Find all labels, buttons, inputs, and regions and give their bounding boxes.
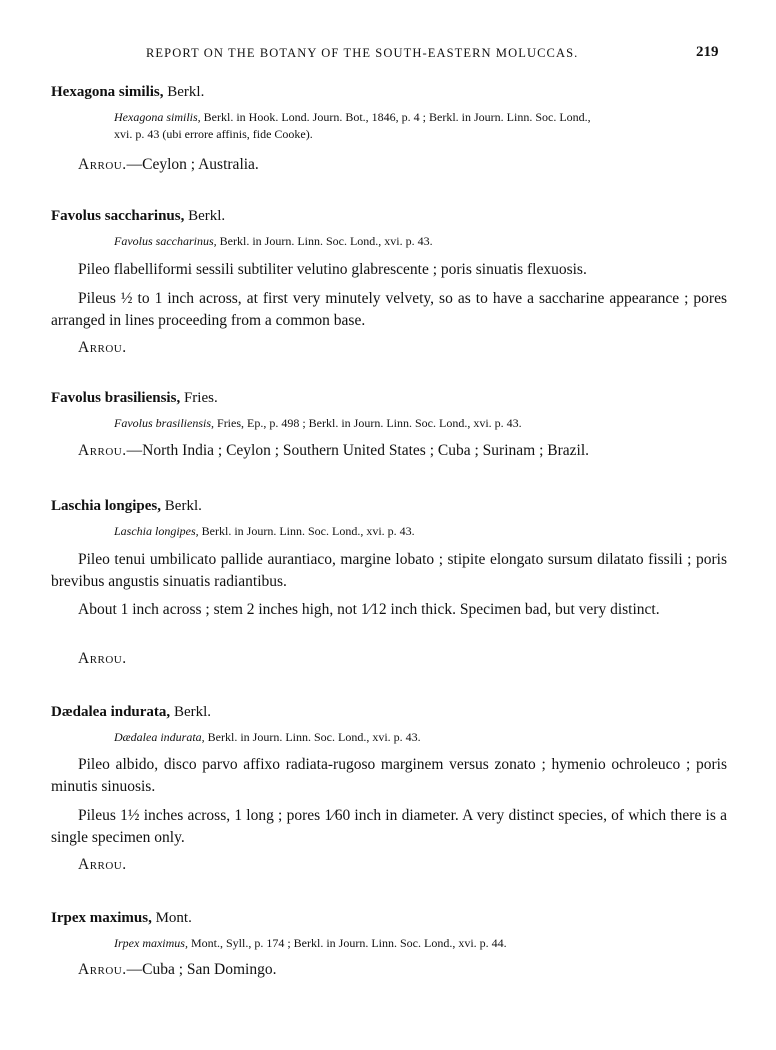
- latin-diagnosis: Pileo albido, disco parvo affixo radiata-rugoso marginem versus zonato ; hymenio ochroleuco ; poris minutis sinuosis.: [51, 756, 727, 795]
- locality: Arrou.: [78, 856, 127, 873]
- locality: Arrou.—Cuba ; San Domingo.: [78, 961, 277, 978]
- running-title: REPORT ON THE BOTANY OF THE SOUTH-EASTERN MOLUCCAS.: [146, 46, 579, 60]
- species-name: Favolus brasiliensis, Fries.: [51, 390, 218, 406]
- citation: Hexagona similis, Berkl. in Hook. Lond. Journ. Bot., 1846, p. 4 ; Berkl. in Journ. Linn. Soc. Lond., xvi. p. 43 (ubi errore affinis, fide Cooke).: [114, 110, 591, 141]
- species-name: Laschia longipes, Berkl.: [51, 498, 202, 514]
- citation: Favolus brasiliensis, Fries, Ep., p. 498 ; Berkl. in Journ. Linn. Soc. Lond., xvi. p. 43.: [114, 416, 522, 430]
- species-name: Dædalea indurata, Berkl.: [51, 704, 212, 720]
- citation: Dædalea indurata, Berkl. in Journ. Linn. Soc. Lond., xvi. p. 43.: [114, 730, 421, 744]
- locality: Arrou.: [78, 650, 127, 667]
- species-name: Hexagona similis, Berkl.: [51, 84, 205, 100]
- locality: Arrou.: [78, 339, 127, 356]
- citation: Irpex maximus, Mont., Syll., p. 174 ; Berkl. in Journ. Linn. Soc. Lond., xvi. p. 44.: [114, 936, 507, 950]
- locality: Arrou.—Ceylon ; Australia.: [78, 156, 259, 173]
- latin-diagnosis: Pileo flabelliformi sessili subtiliter velutino glabrescente ; poris sinuatis flexuosis.: [78, 261, 587, 278]
- locality: Arrou.—North India ; Ceylon ; Southern United States ; Cuba ; Surinam ; Brazil.: [78, 442, 589, 459]
- description: Pileus 1½ inches across, 1 long ; pores 1⁄60 inch in diameter. A very distinct species, of which there is a single specimen only.: [51, 807, 727, 846]
- citation: Favolus saccharinus, Berkl. in Journ. Linn. Soc. Lond., xvi. p. 43.: [114, 234, 433, 248]
- citation: Laschia longipes, Berkl. in Journ. Linn. Soc. Lond., xvi. p. 43.: [114, 524, 415, 538]
- latin-diagnosis: Pileo tenui umbilicato pallide aurantiaco, margine lobato ; stipite elongato sursum dilatato fissili ; poris brevibus angustis sinuatis radiantibus.: [51, 551, 727, 590]
- species-name: Irpex maximus, Mont.: [51, 910, 192, 926]
- description: Pileus ½ to 1 inch across, at first very minutely velvety, so as to have a saccharine appearance ; pores arranged in lines proceeding from a common base.: [51, 290, 727, 329]
- species-name: Favolus saccharinus, Berkl.: [51, 208, 226, 224]
- page-number: 219: [696, 44, 719, 60]
- description: About 1 inch across ; stem 2 inches high, not 1⁄12 inch thick. Specimen bad, but very distinct.: [78, 601, 660, 618]
